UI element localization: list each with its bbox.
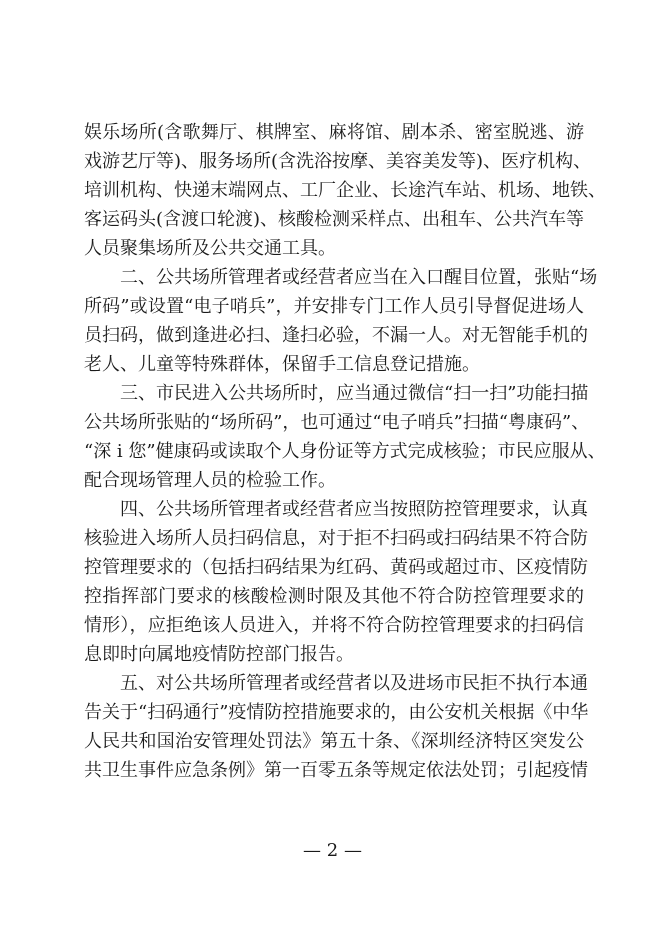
page-number: — 2 — xyxy=(303,840,362,861)
text-line: 所码”或设置“电子哨兵”，并安排专门工作人员引导督促进场人 xyxy=(84,296,584,317)
text-line: 情形），应拒绝该人员进入，并将不符合防控管理要求的扫码信 xyxy=(84,615,584,636)
text-line: 人员聚集场所及公共交通工具。 xyxy=(84,238,336,259)
text-line: 老人、儿童等特殊群体，保留手工信息登记措施。 xyxy=(84,354,480,375)
text-line: 共卫生事件应急条例》第一百零五条等规定依法处罚；引起疫情 xyxy=(84,760,588,781)
paragraph-2-first-line: 二、公共场所管理者或经营者应当在入口醒目位置，张贴“场 xyxy=(120,267,598,288)
paragraph-3-first-line: 三、市民进入公共场所时，应当通过微信“扫一扫”功能扫描 xyxy=(120,383,589,404)
text-line: 培训机构、快递末端网点、工厂企业、长途汽车站、机场、地铁、 xyxy=(84,180,606,201)
text-line: 控指挥部门要求的核酸检测时限及其他不符合防控管理要求的 xyxy=(84,586,584,607)
paragraph-5-first-line: 五、对公共场所管理者或经营者以及进场市民拒不执行本通 xyxy=(120,673,588,694)
text-line: 息即时向属地疫情防控部门报告。 xyxy=(84,644,354,665)
text-line: 戏游艺厅等)、服务场所(含洗浴按摩、美容美发等)、医疗机构、 xyxy=(84,151,592,172)
text-line: 员扫码，做到逢进必扫、逢扫必验，不漏一人。对无智能手机的 xyxy=(84,325,588,346)
text-line: “深 i 您”健康码或读取个人身份证等方式完成核验；市民应服从、 xyxy=(84,441,606,462)
text-line: 控管理要求的（包括扫码结果为红码、黄码或超过市、区疫情防 xyxy=(84,557,588,578)
paragraph-4-first-line: 四、公共场所管理者或经营者应当按照防控管理要求，认真 xyxy=(120,499,588,520)
text-line: 娱乐场所(含歌舞厅、棋牌室、麻将馆、剧本杀、密室脱逃、游 xyxy=(84,122,584,143)
text-line: 配合现场管理人员的检验工作。 xyxy=(84,470,336,491)
text-line: 客运码头(含渡口轮渡)、核酸检测采样点、出租车、公共汽车等 xyxy=(84,209,585,230)
text-line: 核验进入场所人员扫码信息，对于拒不扫码或扫码结果不符合防 xyxy=(84,528,588,549)
text-line: 人民共和国治安管理处罚法》第五十条、《深圳经济特区突发公 xyxy=(84,731,584,752)
text-line: 告关于“扫码通行”疫情防控措施要求的，由公安机关根据《中华 xyxy=(84,702,589,723)
text-line: 公共场所张贴的“场所码”，也可通过“电子哨兵”扫描“粤康码”、 xyxy=(84,412,590,433)
